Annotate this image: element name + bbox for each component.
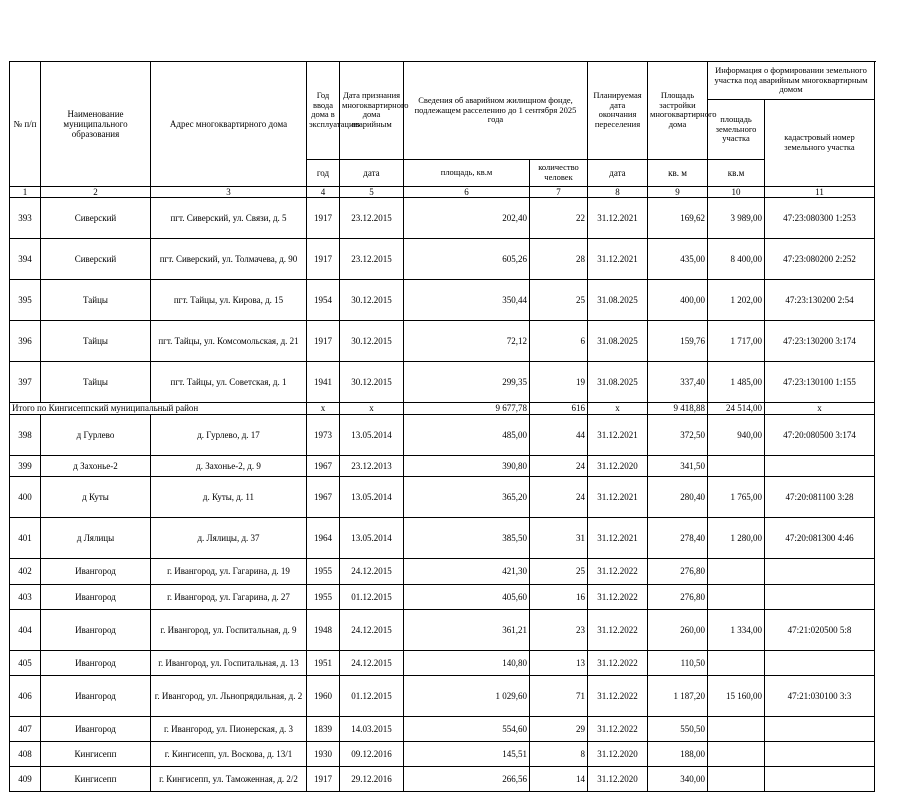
row-municipality: Тайцы bbox=[41, 361, 151, 402]
row-cadastral bbox=[765, 455, 875, 476]
total-label: Итого по Кингисеппский муниципальный район bbox=[10, 402, 307, 414]
row-people: 14 bbox=[530, 766, 588, 791]
row-emergency-date: 30.12.2015 bbox=[340, 279, 404, 320]
row-number: 395 bbox=[10, 279, 41, 320]
header-fund-info: Сведения об аварийном жилищном фонде, подлежащем расселению до 1 сентября 2025 года bbox=[404, 62, 588, 160]
total-build: 9 418,88 bbox=[648, 402, 708, 414]
table-row bbox=[10, 716, 875, 741]
col-number: 6 bbox=[404, 186, 530, 197]
row-address: г. Ивангород, ул. Госпитальная, д. 9 bbox=[151, 609, 307, 650]
row-cadastral: 47:23:130200 2:54 bbox=[765, 279, 875, 320]
row-building-area: 278,40 bbox=[648, 517, 708, 558]
row-number: 409 bbox=[10, 766, 41, 791]
row-address: г. Ивангород, ул. Пионерская, д. 3 bbox=[151, 716, 307, 741]
row-municipality: Тайцы bbox=[41, 320, 151, 361]
row-cadastral bbox=[765, 766, 875, 791]
row-planned-date: 31.12.2022 bbox=[588, 716, 648, 741]
row-address: пгт. Тайцы, ул. Советская, д. 1 bbox=[151, 361, 307, 402]
row-number: 398 bbox=[10, 414, 41, 455]
row-municipality: Сиверский bbox=[41, 238, 151, 279]
row-year: 1973 bbox=[307, 414, 340, 455]
row-building-area: 400,00 bbox=[648, 279, 708, 320]
unit-planned: дата bbox=[588, 159, 648, 186]
table-row bbox=[10, 361, 875, 402]
row-year: 1955 bbox=[307, 558, 340, 584]
row-planned-date: 31.12.2020 bbox=[588, 455, 648, 476]
row-year: 1951 bbox=[307, 650, 340, 675]
row-building-area: 340,00 bbox=[648, 766, 708, 791]
row-planned-date: 31.12.2021 bbox=[588, 517, 648, 558]
row-area: 554,60 bbox=[404, 716, 530, 741]
row-land-area: 3 989,00 bbox=[708, 197, 765, 238]
row-land-area bbox=[708, 650, 765, 675]
row-cadastral bbox=[765, 650, 875, 675]
row-building-area: 188,00 bbox=[648, 741, 708, 766]
total-cadastral: x bbox=[765, 402, 875, 414]
row-people: 44 bbox=[530, 414, 588, 455]
unit-people: количество человек bbox=[530, 159, 588, 186]
row-building-area: 276,80 bbox=[648, 558, 708, 584]
row-building-area: 280,40 bbox=[648, 476, 708, 517]
row-municipality: Ивангород bbox=[41, 716, 151, 741]
row-people: 71 bbox=[530, 675, 588, 716]
row-municipality: Ивангород bbox=[41, 675, 151, 716]
row-year: 1960 bbox=[307, 675, 340, 716]
col-number: 2 bbox=[41, 186, 151, 197]
row-emergency-date: 23.12.2013 bbox=[340, 455, 404, 476]
table-row bbox=[10, 675, 875, 716]
header-building-area: Площадь застройки многоквартирного дома bbox=[648, 62, 708, 160]
header-cadastral: кадастровый номер земельного участка bbox=[765, 100, 875, 187]
row-building-area: 341,50 bbox=[648, 455, 708, 476]
row-address: пгт. Сиверский, ул. Связи, д. 5 bbox=[151, 197, 307, 238]
row-building-area: 276,80 bbox=[648, 584, 708, 609]
row-address: г. Ивангород, ул. Льнопрядильная, д. 2 bbox=[151, 675, 307, 716]
row-number: 407 bbox=[10, 716, 41, 741]
row-area: 350,44 bbox=[404, 279, 530, 320]
row-people: 22 bbox=[530, 197, 588, 238]
table-row bbox=[10, 558, 875, 584]
row-planned-date: 31.12.2022 bbox=[588, 609, 648, 650]
row-area: 145,51 bbox=[404, 741, 530, 766]
table-row bbox=[10, 414, 875, 455]
row-cadastral: 47:21:030100 3:3 bbox=[765, 675, 875, 716]
row-area: 361,21 bbox=[404, 609, 530, 650]
row-area: 405,60 bbox=[404, 584, 530, 609]
row-cadastral: 47:23:080300 1:253 bbox=[765, 197, 875, 238]
row-planned-date: 31.12.2022 bbox=[588, 650, 648, 675]
row-people: 31 bbox=[530, 517, 588, 558]
row-municipality: д Лялицы bbox=[41, 517, 151, 558]
row-emergency-date: 24.12.2015 bbox=[340, 609, 404, 650]
table-row bbox=[10, 197, 875, 238]
row-year: 1941 bbox=[307, 361, 340, 402]
row-number: 405 bbox=[10, 650, 41, 675]
row-cadastral: 47:23:130100 1:155 bbox=[765, 361, 875, 402]
row-area: 390,80 bbox=[404, 455, 530, 476]
row-address: г. Ивангород, ул. Гагарина, д. 19 bbox=[151, 558, 307, 584]
row-people: 25 bbox=[530, 558, 588, 584]
row-emergency-date: 29.12.2016 bbox=[340, 766, 404, 791]
row-number: 396 bbox=[10, 320, 41, 361]
row-planned-date: 31.12.2021 bbox=[588, 476, 648, 517]
table-row bbox=[10, 609, 875, 650]
row-cadastral bbox=[765, 584, 875, 609]
table-row bbox=[10, 476, 875, 517]
col-number: 3 bbox=[151, 186, 307, 197]
row-planned-date: 31.12.2021 bbox=[588, 414, 648, 455]
row-municipality: Кингисепп bbox=[41, 766, 151, 791]
row-emergency-date: 13.05.2014 bbox=[340, 517, 404, 558]
row-planned-date: 31.08.2025 bbox=[588, 361, 648, 402]
row-municipality: д Гурлево bbox=[41, 414, 151, 455]
row-area: 421,30 bbox=[404, 558, 530, 584]
row-year: 1967 bbox=[307, 455, 340, 476]
row-land-area: 1 280,00 bbox=[708, 517, 765, 558]
col-number: 11 bbox=[765, 186, 875, 197]
row-address: пгт. Тайцы, ул. Комсомольская, д. 21 bbox=[151, 320, 307, 361]
row-emergency-date: 23.12.2015 bbox=[340, 238, 404, 279]
row-planned-date: 31.12.2021 bbox=[588, 197, 648, 238]
header-planned-date: Планируемая дата окончания переселения bbox=[588, 62, 648, 160]
row-address: пгт. Тайцы, ул. Кирова, д. 15 bbox=[151, 279, 307, 320]
row-emergency-date: 01.12.2015 bbox=[340, 584, 404, 609]
row-planned-date: 31.12.2021 bbox=[588, 238, 648, 279]
row-people: 24 bbox=[530, 455, 588, 476]
table-row bbox=[10, 238, 875, 279]
row-land-area: 1 485,00 bbox=[708, 361, 765, 402]
row-address: д. Лялицы, д. 37 bbox=[151, 517, 307, 558]
col-number: 8 bbox=[588, 186, 648, 197]
row-number: 399 bbox=[10, 455, 41, 476]
row-cadastral bbox=[765, 716, 875, 741]
row-people: 6 bbox=[530, 320, 588, 361]
row-building-area: 169,62 bbox=[648, 197, 708, 238]
row-year: 1930 bbox=[307, 741, 340, 766]
row-building-area: 337,40 bbox=[648, 361, 708, 402]
row-number: 394 bbox=[10, 238, 41, 279]
row-number: 408 bbox=[10, 741, 41, 766]
row-emergency-date: 23.12.2015 bbox=[340, 197, 404, 238]
row-year: 1948 bbox=[307, 609, 340, 650]
row-people: 19 bbox=[530, 361, 588, 402]
row-address: д. Куты, д. 11 bbox=[151, 476, 307, 517]
row-municipality: Тайцы bbox=[41, 279, 151, 320]
row-year: 1917 bbox=[307, 320, 340, 361]
row-building-area: 435,00 bbox=[648, 238, 708, 279]
col-number: 9 bbox=[648, 186, 708, 197]
row-year: 1917 bbox=[307, 197, 340, 238]
table-row bbox=[10, 279, 875, 320]
row-area: 202,40 bbox=[404, 197, 530, 238]
table-row bbox=[10, 584, 875, 609]
row-planned-date: 31.08.2025 bbox=[588, 279, 648, 320]
col-number: 7 bbox=[530, 186, 588, 197]
row-cadastral bbox=[765, 558, 875, 584]
row-number: 402 bbox=[10, 558, 41, 584]
row-area: 605,26 bbox=[404, 238, 530, 279]
total-land: 24 514,00 bbox=[708, 402, 765, 414]
row-municipality: Ивангород bbox=[41, 558, 151, 584]
row-emergency-date: 30.12.2015 bbox=[340, 361, 404, 402]
row-land-area: 15 160,00 bbox=[708, 675, 765, 716]
row-year: 1955 bbox=[307, 584, 340, 609]
header-num: № п/п bbox=[10, 62, 41, 187]
row-cadastral bbox=[765, 741, 875, 766]
row-emergency-date: 09.12.2016 bbox=[340, 741, 404, 766]
col-number: 1 bbox=[10, 186, 41, 197]
row-emergency-date: 13.05.2014 bbox=[340, 476, 404, 517]
row-land-area bbox=[708, 766, 765, 791]
row-area: 140,80 bbox=[404, 650, 530, 675]
row-land-area: 940,00 bbox=[708, 414, 765, 455]
row-planned-date: 31.08.2025 bbox=[588, 320, 648, 361]
row-number: 397 bbox=[10, 361, 41, 402]
row-emergency-date: 01.12.2015 bbox=[340, 675, 404, 716]
row-emergency-date: 24.12.2015 bbox=[340, 558, 404, 584]
row-land-area: 1 765,00 bbox=[708, 476, 765, 517]
row-land-area bbox=[708, 455, 765, 476]
row-municipality: д Захонье-2 bbox=[41, 455, 151, 476]
row-municipality: Ивангород bbox=[41, 650, 151, 675]
row-people: 28 bbox=[530, 238, 588, 279]
row-area: 485,00 bbox=[404, 414, 530, 455]
row-year: 1954 bbox=[307, 279, 340, 320]
row-planned-date: 31.12.2020 bbox=[588, 766, 648, 791]
row-emergency-date: 13.05.2014 bbox=[340, 414, 404, 455]
row-planned-date: 31.12.2022 bbox=[588, 584, 648, 609]
row-number: 393 bbox=[10, 197, 41, 238]
row-address: д. Гурлево, д. 17 bbox=[151, 414, 307, 455]
row-planned-date: 31.12.2022 bbox=[588, 558, 648, 584]
row-municipality: Сиверский bbox=[41, 197, 151, 238]
row-address: д. Захонье-2, д. 9 bbox=[151, 455, 307, 476]
row-land-area bbox=[708, 584, 765, 609]
row-land-area bbox=[708, 558, 765, 584]
row-people: 29 bbox=[530, 716, 588, 741]
row-year: 1917 bbox=[307, 238, 340, 279]
row-building-area: 550,50 bbox=[648, 716, 708, 741]
row-people: 25 bbox=[530, 279, 588, 320]
row-year: 1917 bbox=[307, 766, 340, 791]
row-area: 266,56 bbox=[404, 766, 530, 791]
row-address: г. Кингисепп, ул. Таможенная, д. 2/2 bbox=[151, 766, 307, 791]
total-people: 616 bbox=[530, 402, 588, 414]
row-area: 72,12 bbox=[404, 320, 530, 361]
row-year: 1967 bbox=[307, 476, 340, 517]
row-building-area: 1 187,20 bbox=[648, 675, 708, 716]
total-date: x bbox=[340, 402, 404, 414]
row-people: 23 bbox=[530, 609, 588, 650]
table-row bbox=[10, 455, 875, 476]
row-emergency-date: 14.03.2015 bbox=[340, 716, 404, 741]
col-number: 5 bbox=[340, 186, 404, 197]
row-building-area: 372,50 bbox=[648, 414, 708, 455]
row-number: 404 bbox=[10, 609, 41, 650]
row-cadastral: 47:21:020500 5:8 bbox=[765, 609, 875, 650]
row-municipality: д Куты bbox=[41, 476, 151, 517]
unit-date: дата bbox=[340, 159, 404, 186]
row-municipality: Кингисепп bbox=[41, 741, 151, 766]
row-people: 8 bbox=[530, 741, 588, 766]
row-number: 403 bbox=[10, 584, 41, 609]
table-row bbox=[10, 766, 875, 791]
housing-table bbox=[9, 61, 875, 792]
col-number: 4 bbox=[307, 186, 340, 197]
row-number: 401 bbox=[10, 517, 41, 558]
row-people: 16 bbox=[530, 584, 588, 609]
row-municipality: Ивангород bbox=[41, 584, 151, 609]
row-land-area: 1 334,00 bbox=[708, 609, 765, 650]
row-municipality: Ивангород bbox=[41, 609, 151, 650]
row-area: 365,20 bbox=[404, 476, 530, 517]
header-land-info: Информация о формировании земельного участка под аварийным многоквартирным домом bbox=[708, 62, 875, 100]
header-land-area: площадь земельного участка bbox=[708, 100, 765, 160]
row-cadastral: 47:20:081300 4:46 bbox=[765, 517, 875, 558]
table-row bbox=[10, 650, 875, 675]
row-people: 24 bbox=[530, 476, 588, 517]
row-people: 13 bbox=[530, 650, 588, 675]
total-planned: x bbox=[588, 402, 648, 414]
col-number: 10 bbox=[708, 186, 765, 197]
row-cadastral: 47:20:080500 3:174 bbox=[765, 414, 875, 455]
row-emergency-date: 24.12.2015 bbox=[340, 650, 404, 675]
row-cadastral: 47:23:080200 2:252 bbox=[765, 238, 875, 279]
row-planned-date: 31.12.2020 bbox=[588, 741, 648, 766]
row-year: 1839 bbox=[307, 716, 340, 741]
row-address: пгт. Сиверский, ул. Толмачева, д. 90 bbox=[151, 238, 307, 279]
row-address: г. Кингисепп, ул. Воскова, д. 13/1 bbox=[151, 741, 307, 766]
row-cadastral: 47:20:081100 3:28 bbox=[765, 476, 875, 517]
total-year: x bbox=[307, 402, 340, 414]
table-row bbox=[10, 741, 875, 766]
row-building-area: 159,76 bbox=[648, 320, 708, 361]
row-area: 1 029,60 bbox=[404, 675, 530, 716]
header-year: Год ввода дома в эксплуатацию bbox=[307, 62, 340, 160]
unit-year: год bbox=[307, 159, 340, 186]
row-year: 1964 bbox=[307, 517, 340, 558]
row-area: 299,35 bbox=[404, 361, 530, 402]
row-land-area: 1 202,00 bbox=[708, 279, 765, 320]
row-building-area: 110,50 bbox=[648, 650, 708, 675]
row-planned-date: 31.12.2022 bbox=[588, 675, 648, 716]
row-area: 385,50 bbox=[404, 517, 530, 558]
row-address: г. Ивангород, ул. Госпитальная, д. 13 bbox=[151, 650, 307, 675]
row-cadastral: 47:23:130200 3:174 bbox=[765, 320, 875, 361]
row-building-area: 260,00 bbox=[648, 609, 708, 650]
header-address: Адрес многоквартирного дома bbox=[151, 62, 307, 187]
unit-area: площадь, кв.м bbox=[404, 159, 530, 186]
row-land-area bbox=[708, 716, 765, 741]
row-land-area: 1 717,00 bbox=[708, 320, 765, 361]
unit-build: кв. м bbox=[648, 159, 708, 186]
row-number: 406 bbox=[10, 675, 41, 716]
row-number: 400 bbox=[10, 476, 41, 517]
table-row bbox=[10, 320, 875, 361]
unit-land: кв.м bbox=[708, 159, 765, 186]
row-land-area: 8 400,00 bbox=[708, 238, 765, 279]
header-emergency-date: Дата признания многоквартирного дома аварийным bbox=[340, 62, 404, 160]
row-emergency-date: 30.12.2015 bbox=[340, 320, 404, 361]
row-land-area bbox=[708, 741, 765, 766]
header-municipality: Наименование муниципального образования bbox=[41, 62, 151, 187]
total-area: 9 677,78 bbox=[404, 402, 530, 414]
table-row bbox=[10, 517, 875, 558]
row-address: г. Ивангород, ул. Гагарина, д. 27 bbox=[151, 584, 307, 609]
